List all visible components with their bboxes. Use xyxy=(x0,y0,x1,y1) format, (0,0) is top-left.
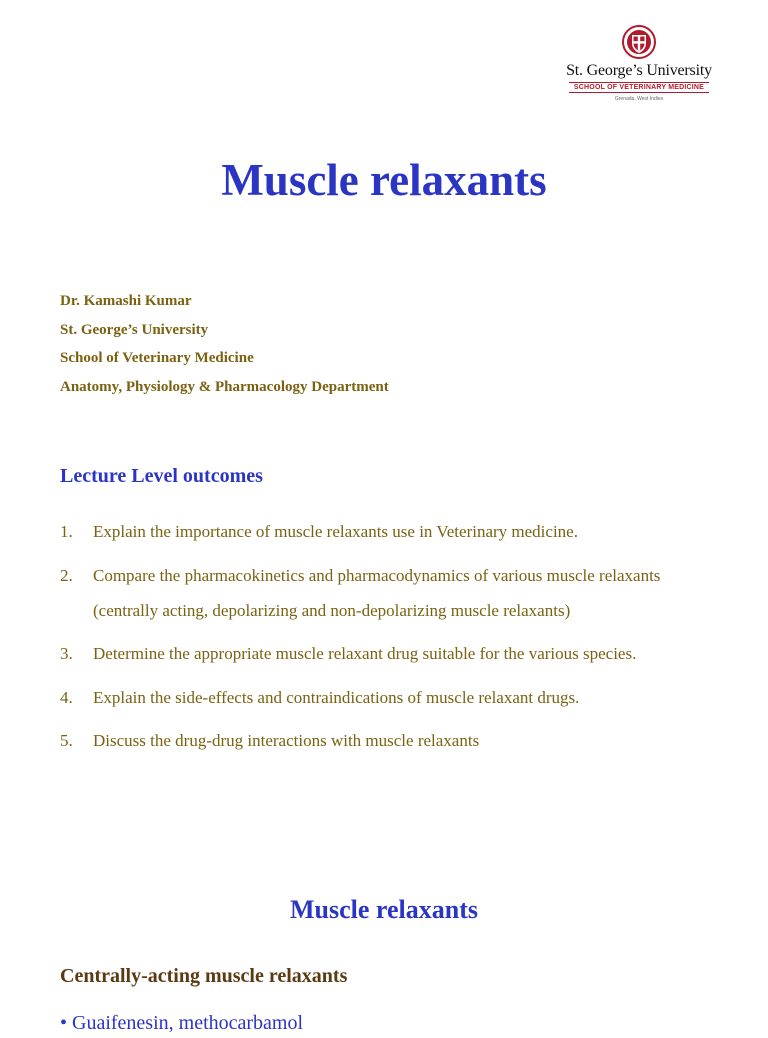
author-name: Dr. Kamashi Kumar xyxy=(60,293,192,309)
outcome-text: Explain the side-effects and contraindications of muscle relaxant drugs. xyxy=(93,687,580,707)
outcome-item xyxy=(60,558,700,628)
outcome-item xyxy=(60,680,700,715)
outcome-item xyxy=(60,514,700,549)
author-department: Anatomy, Physiology & Pharmacology Department xyxy=(60,379,389,396)
outcome-item xyxy=(60,723,700,758)
bullet-item: • Guaifenesin, methocarbamol xyxy=(60,1012,304,1034)
outcome-text: Compare the pharmacokinetics and pharmacodynamics of various muscle relaxants (centrally acting, depolarizing and non-depolarizing muscle relaxants) xyxy=(93,565,661,620)
author-block xyxy=(60,289,389,404)
author-school: School of Veterinary Medicine xyxy=(60,350,254,367)
logo-location: Grenada, West Indies xyxy=(614,96,664,102)
page-title: Muscle relaxants xyxy=(221,155,547,205)
logo-university-name: St. George’s University xyxy=(566,62,712,79)
outcome-number: 4. xyxy=(60,687,73,707)
outcomes-heading: Lecture Level outcomes xyxy=(60,465,263,487)
section-title: Muscle relaxants xyxy=(290,895,478,924)
outcome-number: 1. xyxy=(60,522,73,541)
logo-school-name: SCHOOL OF VETERINARY MEDICINE xyxy=(569,82,709,93)
outcome-number: 2. xyxy=(60,565,73,585)
outcome-number: 5. xyxy=(60,731,73,750)
section-subheading: Centrally-acting muscle relaxants xyxy=(60,965,348,987)
outcome-text: Explain the importance of muscle relaxants use in Veterinary medicine. xyxy=(93,522,578,541)
author-university: St. George’s University xyxy=(60,321,209,338)
university-crest-icon xyxy=(621,24,657,60)
outcome-number: 3. xyxy=(60,644,73,663)
outcomes-list xyxy=(60,514,700,767)
university-logo xyxy=(566,24,712,102)
outcome-text: Discuss the drug-drug interactions with muscle relaxants xyxy=(93,731,480,750)
outcome-text: Determine the appropriate muscle relaxant drug suitable for the various species. xyxy=(93,644,637,663)
outcome-item xyxy=(60,636,700,671)
